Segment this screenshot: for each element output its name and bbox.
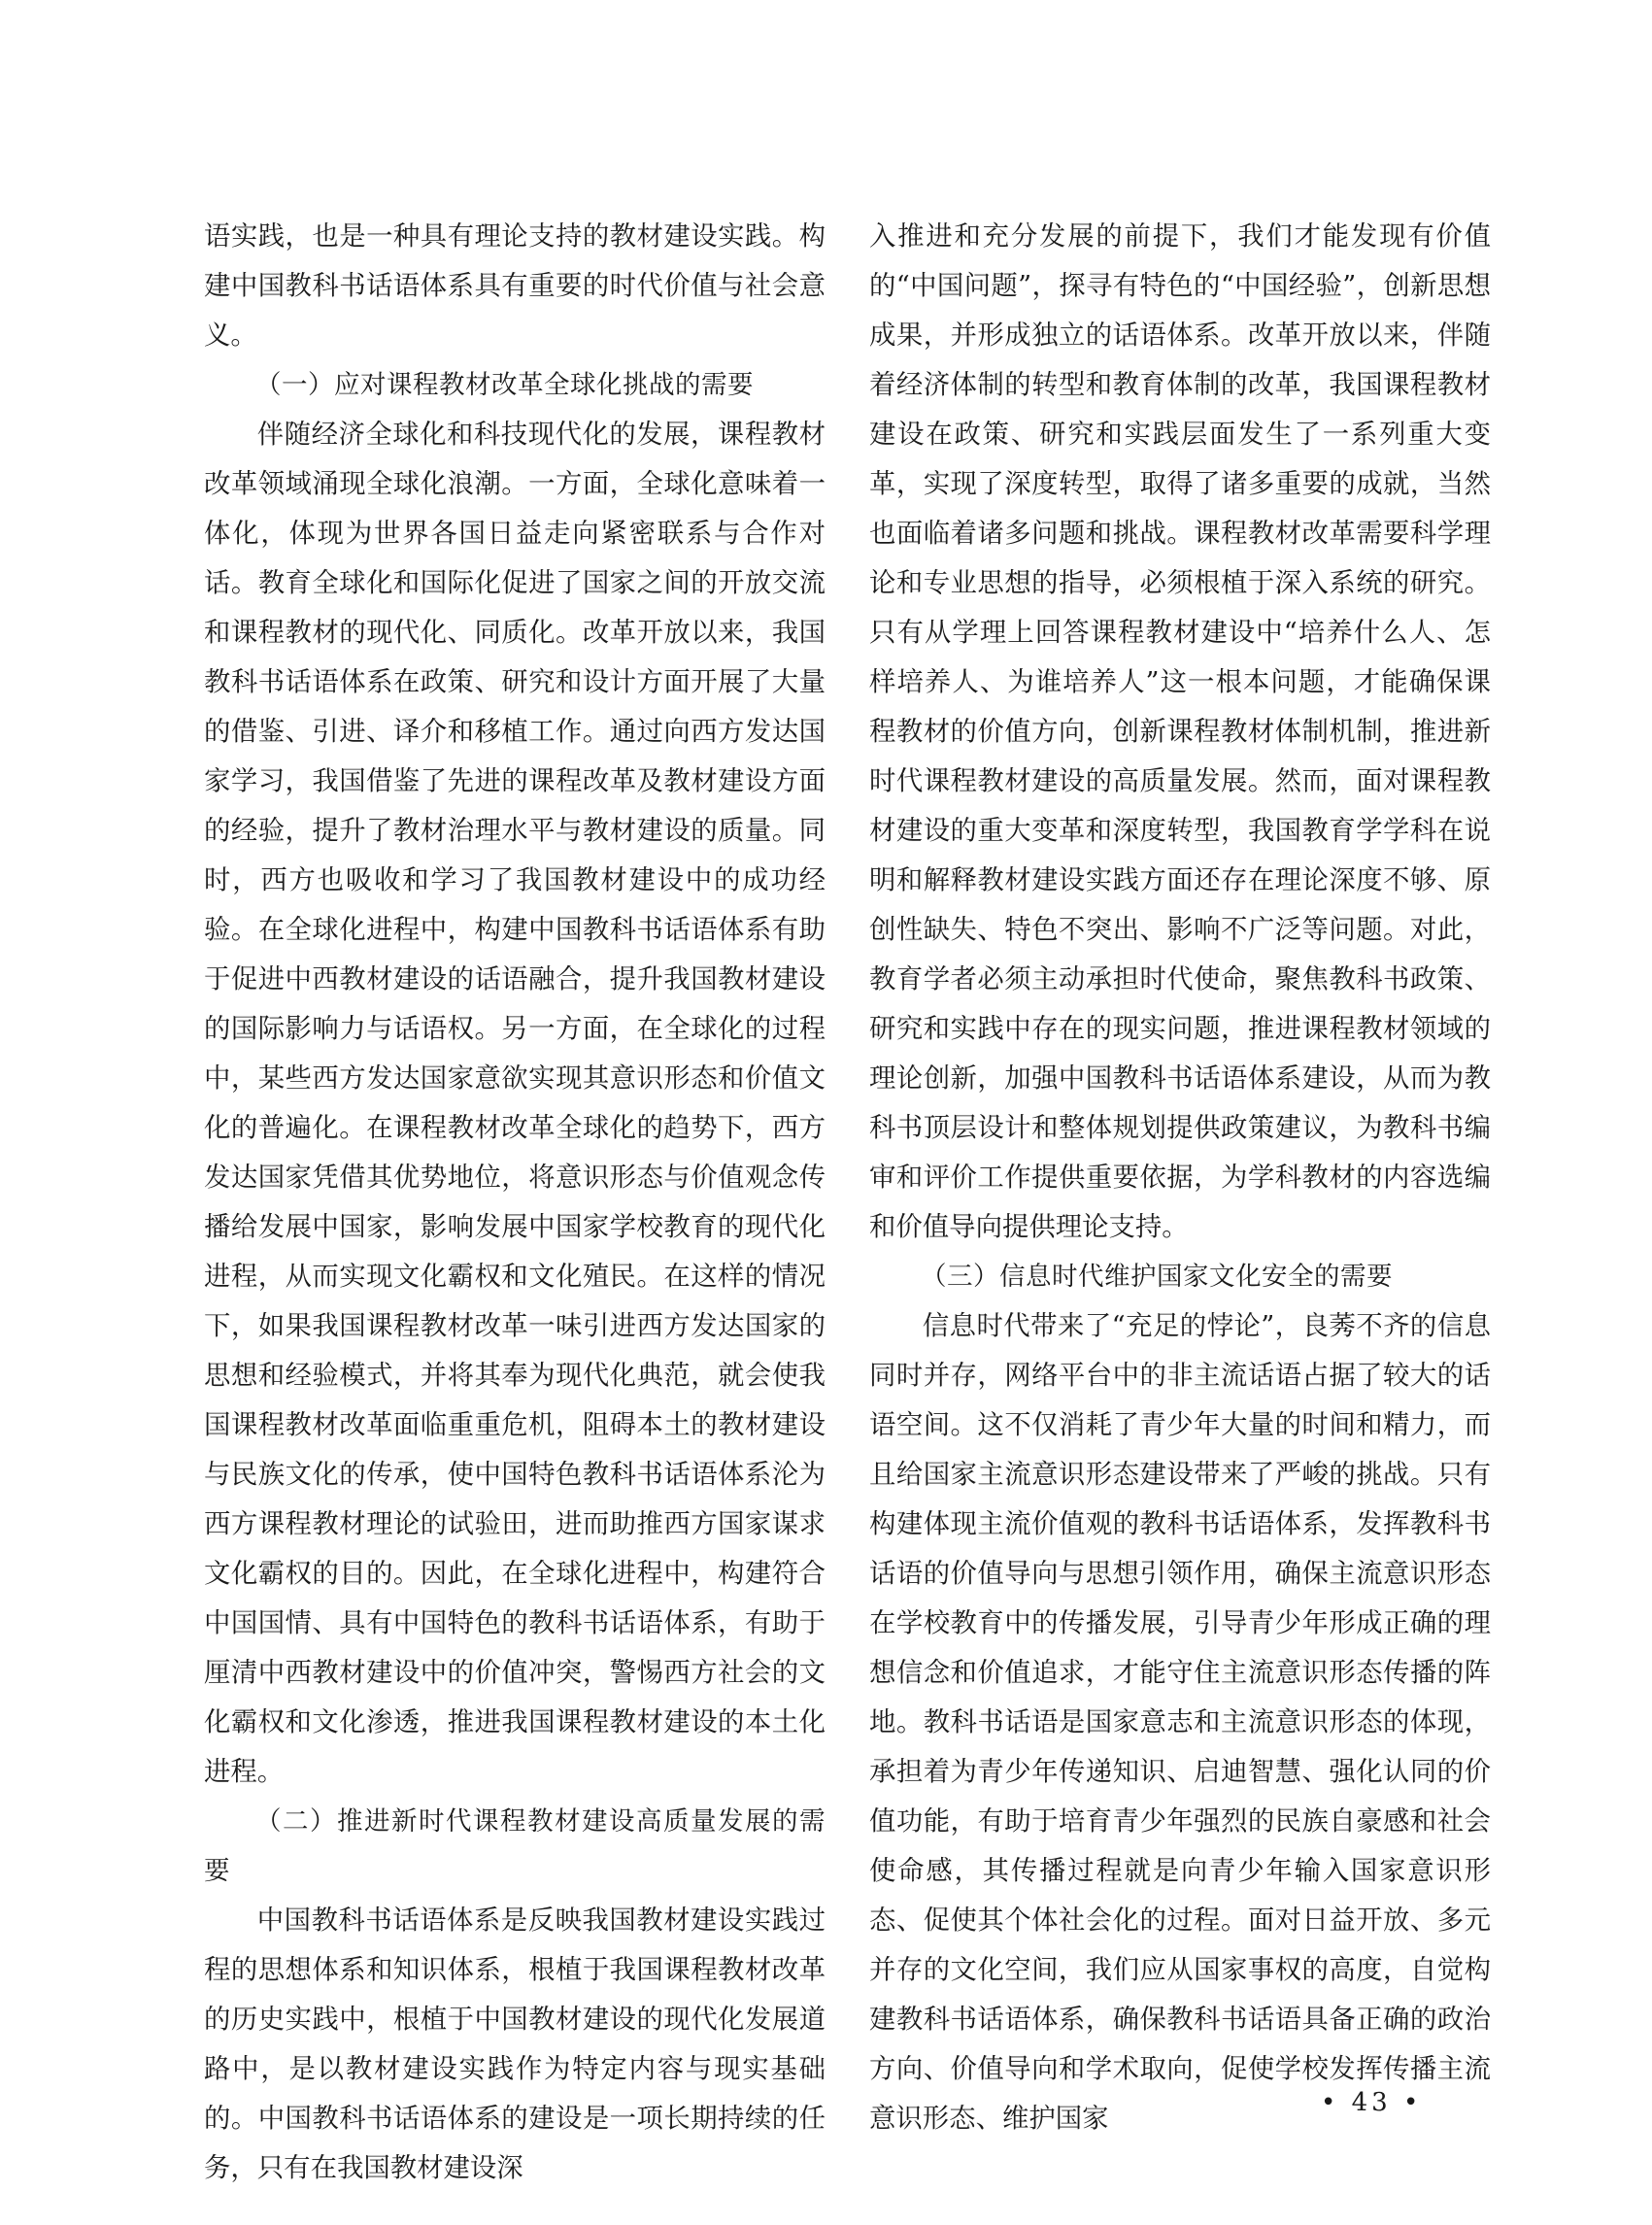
paragraph-intro-continued: 语实践，也是一种具有理论支持的教材建设实践。构建中国教科书话语体系具有重要的时代价值与社会意义。	[204, 221, 826, 351]
paragraph-globalization: 伴随经济全球化和科技现代化的发展，课程教材改革领域涌现全球化浪潮。一方面，全球化意味着一体化，体现为世界各国日益走向紧密联系与合作对话。教育全球化和国际化促进了国家之间的开放交流和课程教材的现代化、同质化。改革开放以来，我国教科书话语体系在政策、研究和设计方面开展了大量的借鉴、引进、译介和移植工作。通过向西方发达国家学习，我国借鉴了先进的课程改革及教材建设方面的经验，提升了教材治理水平与教材建设的质量。同时，西方也吸收和学习了我国教材建设中的成功经验。在全球化进程中，构建中国教科书话语体系有助于促进中西教材建设的话语融合，提升我国教材建设的国际影响力与话语权。另一方面，在全球化的过程中，某些西方发达国家意欲实现其意识形态和价值文化的普遍化。在课程教材改革全球化的趋势下，西方发达国家凭借其优势地位，将意识形态与价值观念传播给发展中国家，影响发展中国家学校教育的现代化进程，从而实现文化霸权和文化殖民。在这样的情况下，如果我国课程教材改革一味引进西方发达国家的思想和经验模式，并将其奉为现代化典范，就会使我国课程教材改革面临重重危机，阻碍本土的教材建设与民族文化的传承，使中国特色教科书话语体系沦为西方课程教材理论的试验田，进而助推西方国家谋求文化霸权的目的。因此，在全球化进程中，构建符合中国国情、具有中国特色的教科书话语体系，有助于厘清中西教材建设中的价值冲突，警惕西方社会的文化霸权和文化渗透，推进我国课程教材建设的本土化进程。	[204, 420, 826, 1787]
section-heading-2: （二）推进新时代课程教材建设高质量发展的需要	[204, 1806, 826, 1886]
paragraph-cultural-security: 信息时代带来了“充足的悖论”，良莠不齐的信息同时并存，网络平台中的非主流话语占据了较大的话语空间。这不仅消耗了青少年大量的时间和精力，而且给国家主流意识形态建设带来了严峻的挑战。只有构建体现主流价值观的教科书话语体系，发挥教科书话语的价值导向与思想引领作用，确保主流意识形态在学校教育中的传播发展，引导青少年形成正确的理想信念和价值追求，才能守住主流意识形态传播的阵地。教科书话语是国家意志和主流意识形态的体现，承担着为青少年传递知识、启迪智慧、强化认同的价值功能，有助于培育青少年强烈的民族自豪感和社会使命感，其传播过程就是向青少年输入国家意识形态、促使其个体社会化的过程。面对日益开放、多元并存的文化空间，我们应从国家事权的高度，自觉构建教科书话语体系，确保教科书话语具备正确的政治方向、价值导向和学术取向，促使学校发挥传播主流意识形态、维护国家	[869, 1311, 1491, 2134]
right-column	[869, 212, 1491, 2143]
section-heading-1: （一）应对课程教材改革全球化挑战的需要	[255, 370, 754, 400]
paragraph-high-quality-continued: 入推进和充分发展的前提下，我们才能发现有价值的“中国问题”，探寻有特色的“中国经验”，创新思想成果，并形成独立的话语体系。改革开放以来，伴随着经济体制的转型和教育体制的改革，我国课程教材建设在政策、研究和实践层面发生了一系列重大变革，实现了深度转型，取得了诸多重要的成就，当然也面临着诸多问题和挑战。课程教材改革需要科学理论和专业思想的指导，必须根植于深入系统的研究。只有从学理上回答课程教材建设中“培养什么人、怎样培养人、为谁培养人”这一根本问题，才能确保课程教材的价值方向，创新课程教材体制机制，推进新时代课程教材建设的高质量发展。然而，面对课程教材建设的重大变革和深度转型，我国教育学学科在说明和解释教材建设实践方面还存在理论深度不够、原创性缺失、特色不突出、影响不广泛等问题。对此，教育学者必须主动承担时代使命，聚焦教科书政策、研究和实践中存在的现实问题，推进课程教材领域的理论创新，加强中国教科书话语体系建设，从而为教科书顶层设计和整体规划提供政策建议，为教科书编审和评价工作提供重要依据，为学科教材的内容选编和价值导向提供理论支持。	[869, 221, 1491, 1242]
page-number: • 43 •	[1321, 2088, 1423, 2117]
section-heading-3: （三）信息时代维护国家文化安全的需要	[921, 1262, 1393, 1292]
left-column	[204, 212, 826, 2193]
paragraph-high-quality-development: 中国教科书话语体系是反映我国教材建设实践过程的思想体系和知识体系，根植于我国课程教材改革的历史实践中，根植于中国教材建设的现代化发展道路中，是以教材建设实践作为特定内容与现实基础的。中国教科书话语体系的建设是一项长期持续的任务，只有在我国教材建设深	[204, 1905, 826, 2183]
